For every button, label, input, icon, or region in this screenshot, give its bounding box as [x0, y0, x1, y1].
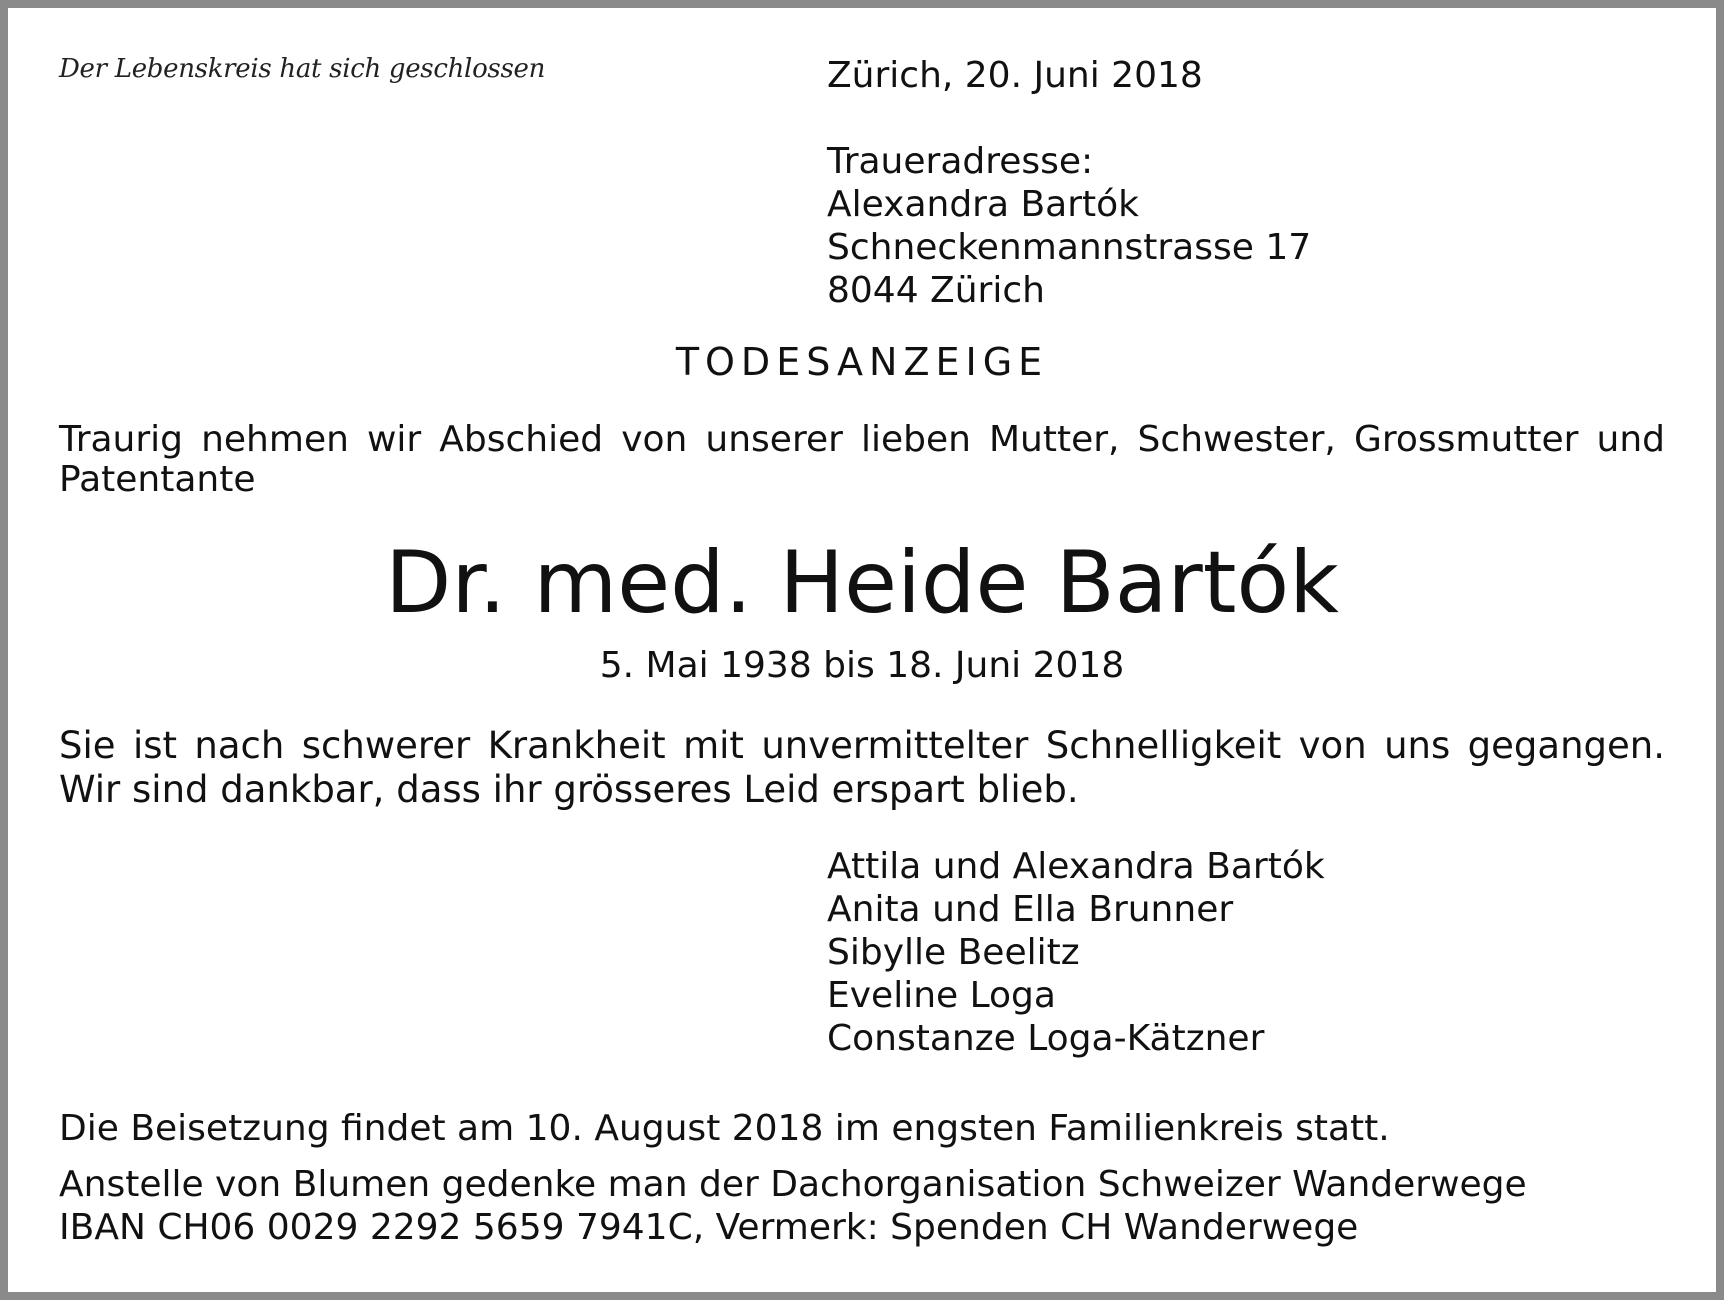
address-city: 8044 Zürich: [827, 270, 1045, 311]
mourner-item: Constanze Loga-Kätzner: [827, 1018, 1265, 1059]
obituary-notice: [8, 8, 1716, 1292]
mourner-item: Anita und Ella Brunner: [827, 889, 1234, 930]
deceased-name: Dr. med. Heide Bartók: [385, 533, 1339, 633]
address-label: Traueradresse:: [827, 141, 1094, 182]
donation-line-2: IBAN CH06 0029 2292 5659 7941C, Vermerk: Spenden CH Wanderwege: [59, 1207, 1359, 1248]
statement-text: Sie ist nach schwerer Krankheit mit unvermittelter Schnelligkeit von uns gegangen. Wir sind dankbar, dass ihr grösseres Leid erspart blieb.: [59, 724, 1665, 811]
mourner-item: Attila und Alexandra Bartók: [827, 846, 1325, 887]
date-place: Zürich, 20. Juni 2018: [827, 55, 1203, 96]
lifespan-dates: 5. Mai 1938 bis 18. Juni 2018: [599, 645, 1125, 686]
motto: Der Lebenskreis hat sich geschlossen: [59, 54, 546, 84]
funeral-info: Die Beisetzung findet am 10. August 2018 im engsten Familienkreis statt.: [59, 1108, 1390, 1149]
mourner-item: Sibylle Beelitz: [827, 932, 1080, 973]
address-name: Alexandra Bartók: [827, 184, 1140, 225]
mourner-item: Eveline Loga: [827, 975, 1056, 1016]
notice-heading: TODESANZEIGE: [675, 340, 1049, 384]
intro-text: Traurig nehmen wir Abschied von unserer lieben Mutter, Schwester, Grossmutter und Patentante: [59, 419, 1665, 500]
mourning-address: [827, 140, 1311, 312]
donation-info: [59, 1163, 1527, 1249]
donation-line-1: Anstelle von Blumen gedenke man der Dachorganisation Schweizer Wanderwege: [59, 1164, 1527, 1205]
mourners-list: [827, 845, 1325, 1060]
address-street: Schneckenmannstrasse 17: [827, 227, 1312, 268]
